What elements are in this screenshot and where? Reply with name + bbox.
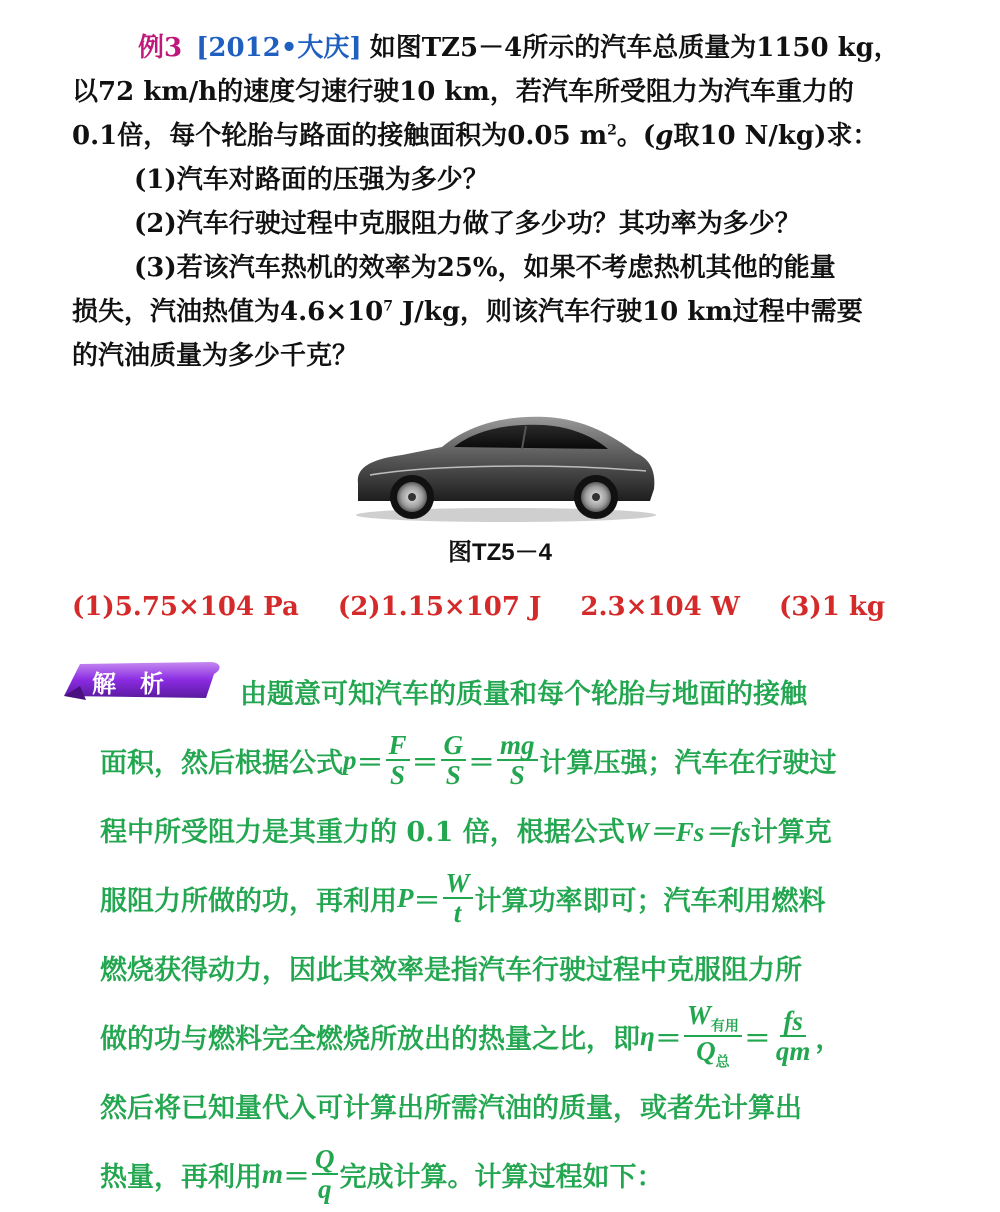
analysis-text-8b: 完成计算。计算过程如下： — [339, 1161, 664, 1193]
question-3 — [72, 246, 952, 290]
analysis-text-4a: 服阻力所做的功，再利用 — [100, 885, 397, 917]
answer-1: (1)5.75×104 Pa — [72, 592, 299, 622]
question-3-text-1: (3)若该汽车热机的效率为25%，如果不考虑热机其他的能量 — [134, 253, 836, 283]
example-label: 例3 — [138, 33, 183, 63]
variable-eta: η — [640, 1020, 655, 1051]
answer-3: (3)1 kg — [779, 592, 886, 622]
problem-line-3 — [72, 114, 952, 158]
numerator — [684, 1001, 742, 1037]
question-3-text-2b: J/kg，则该汽车行驶10 km过程中需要 — [392, 297, 863, 327]
numerator: F — [386, 731, 410, 761]
variable-m: m — [262, 1158, 284, 1189]
work-formula: W＝Fs＝fs — [624, 816, 751, 847]
fraction-mg-over-S — [497, 731, 538, 790]
equals-sign: ＝ — [654, 1023, 682, 1055]
analysis-line-2 — [100, 722, 930, 798]
question-3-text-3: 的汽油质量为多少千克？ — [72, 341, 359, 371]
denominator: q — [318, 1174, 332, 1204]
analysis-label: 解析 — [92, 670, 188, 698]
fraction-Q-over-q — [312, 1145, 338, 1204]
analysis-line-5 — [100, 936, 930, 998]
problem-line-2 — [72, 70, 952, 114]
problem-text-3b: 。( — [616, 121, 656, 151]
denominator-symbol: Q — [696, 1036, 716, 1066]
analysis-text-7: 然后将已知量代入可计算出所需汽油的质量，或者先计算出 — [100, 1092, 802, 1124]
question-2 — [72, 202, 952, 246]
analysis-text-3b: 计算克 — [750, 816, 832, 848]
denominator: S — [389, 760, 406, 790]
analysis-text-8a: 热量，再利用 — [100, 1161, 262, 1193]
comma: ， — [815, 1023, 843, 1055]
fraction-W-over-t — [443, 869, 473, 928]
problem-text-2: 以72 km/h的速度匀速行驶10 km，若汽车所受阻力为汽车重力的 — [72, 77, 854, 107]
question-1-text: (1)汽车对路面的压强为多少？ — [134, 165, 489, 195]
variable-g: g — [655, 121, 674, 151]
subscript-total: 总 — [715, 1055, 730, 1071]
problem-text-3c: 取10 N/kg)求： — [673, 121, 879, 151]
denominator: qm — [775, 1036, 811, 1066]
analysis-text-6a: 做的功与燃料完全燃烧所放出的热量之比，即 — [100, 1023, 640, 1055]
subscript-useful: 有用 — [710, 1019, 739, 1035]
answer-line — [72, 592, 952, 622]
exponent: 7 — [383, 298, 393, 315]
car-image — [350, 405, 660, 527]
question-3-line-3 — [72, 334, 952, 378]
analysis-text-2a: 面积，然后根据公式 — [100, 747, 343, 779]
question-3-text-2a: 损失，汽油热值为4.6×10 — [72, 297, 384, 327]
analysis-text-2b: 计算压强；汽车在行驶过 — [539, 747, 837, 779]
front-hub — [408, 493, 416, 501]
numerator-symbol: W — [686, 999, 711, 1030]
analysis-text — [100, 660, 930, 1212]
fraction-F-over-S — [386, 731, 410, 790]
denominator: S — [509, 760, 525, 790]
numerator: W — [443, 869, 473, 899]
numerator: Q — [312, 1145, 338, 1175]
variable-P: P — [397, 882, 414, 913]
problem-text-1: 如图TZ5－4所示的汽车总质量为1150 kg， — [369, 33, 900, 63]
analysis-line-1 — [100, 660, 930, 722]
variable-p: p — [343, 744, 357, 775]
problem-statement — [72, 26, 952, 378]
fraction-fs-over-qm — [773, 1007, 814, 1066]
exponent: 2 — [607, 122, 617, 139]
source-tag: [2012•大庆] — [196, 33, 362, 63]
equals-sign: ＝ — [283, 1161, 311, 1193]
numerator: fs — [780, 1007, 806, 1037]
denominator: t — [453, 898, 462, 928]
question-1 — [72, 158, 952, 202]
answer-2-power: 2.3×104 W — [580, 592, 740, 622]
problem-text-3a: 0.1倍，每个轮胎与路面的接触面积为0.05 m — [72, 121, 608, 151]
fraction-G-over-S — [441, 731, 467, 790]
analysis-line-4 — [100, 860, 930, 936]
analysis-text-5: 燃烧获得动力，因此其效率是指汽车行驶过程中克服阻力所 — [100, 954, 802, 986]
figure-caption: 图TZ5－4 — [447, 539, 552, 566]
analysis-text-1: 由题意可知汽车的质量和每个轮胎与地面的接触 — [240, 678, 807, 710]
problem-line-1 — [72, 26, 952, 70]
analysis-line-6 — [100, 998, 930, 1074]
question-3-line-2 — [72, 290, 952, 334]
analysis-line-8 — [100, 1136, 930, 1212]
equals-sign: ＝ — [468, 747, 496, 779]
numerator: G — [441, 731, 467, 761]
analysis-text-3a: 程中所受阻力是其重力的 0.1 倍，根据公式 — [100, 816, 625, 848]
equals-sign: ＝ — [743, 1023, 771, 1055]
analysis-line-3 — [100, 798, 930, 860]
question-2-text: (2)汽车行驶过程中克服阻力做了多少功？其功率为多少？ — [134, 209, 801, 239]
equals-sign: ＝ — [413, 885, 441, 917]
denominator — [693, 1037, 733, 1071]
rear-hub — [592, 493, 600, 501]
numerator: mg — [497, 731, 538, 761]
denominator: S — [445, 760, 461, 790]
analysis-line-7 — [100, 1074, 930, 1136]
answer-2-work: (2)1.15×107 J — [337, 592, 542, 622]
fraction-efficiency — [684, 1001, 742, 1071]
equals-sign: ＝ — [411, 747, 439, 779]
analysis-text-4b: 计算功率即可；汽车利用燃料 — [474, 885, 826, 917]
equals-sign: ＝ — [356, 747, 384, 779]
